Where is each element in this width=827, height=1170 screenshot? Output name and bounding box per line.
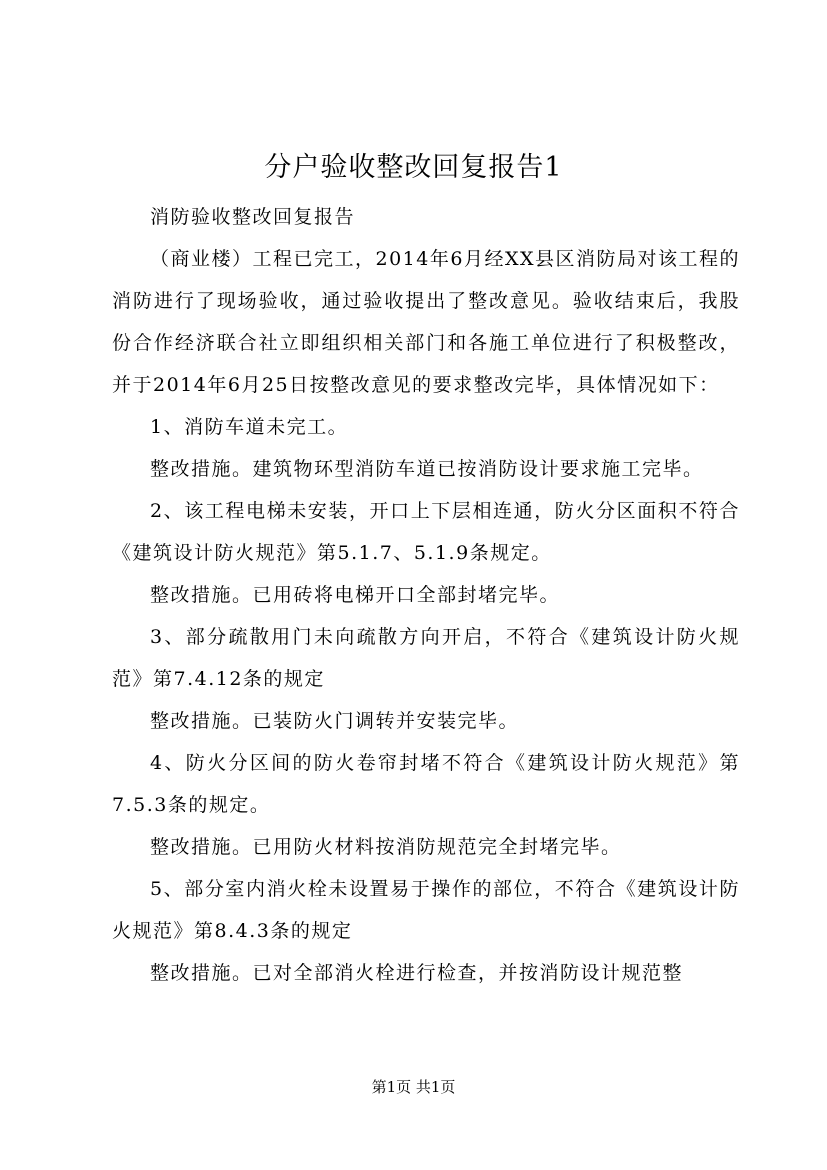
intro-paragraph: （商业楼）工程已完工，2014年6月经XX县区消防局对该工程的消防进行了现场验收，通过验收提出了整改意见。验收结束后，我股份合作经济联合社立即组织相关部门和各施工单位进行了积极整改，并于2014年6月25日按整改意见的要求整改完毕，具体情况如下： — [112, 248, 740, 396]
measure-4-paragraph: 整改措施。已用防火材料按消防规范完全封堵完毕。 — [150, 836, 622, 858]
subtitle-paragraph: 消防验收整改回复报告 — [150, 206, 356, 228]
issue-2-paragraph: 2、该工程电梯未安装，开口上下层相连通，防火分区面积不符合《建筑设计防火规范》第5.1.7、5.1.9条规定。 — [112, 500, 740, 564]
document-body — [112, 196, 740, 994]
measure-5-paragraph: 整改措施。已对全部消火栓进行检查，并按消防设计规范整 — [150, 962, 684, 984]
issue-1-paragraph: 1、消防车道未完工。 — [150, 416, 349, 438]
measure-3-paragraph: 整改措施。已装防火门调转并安装完毕。 — [150, 710, 520, 732]
issue-3-paragraph: 3、部分疏散用门未向疏散方向开启，不符合《建筑设计防火规范》第7.4.12条的规定 — [112, 626, 740, 690]
measure-2-paragraph: 整改措施。已用砖将电梯开口全部封堵完毕。 — [150, 584, 561, 606]
document-title: 分户验收整改回复报告1 — [264, 152, 563, 183]
issue-4-paragraph: 4、防火分区间的防火卷帘封堵不符合《建筑设计防火规范》第7.5.3条的规定。 — [112, 752, 740, 816]
measure-1-paragraph: 整改措施。建筑物环型消防车道已按消防设计要求施工完毕。 — [150, 458, 704, 480]
page-footer: 第1页 共1页 — [371, 1078, 456, 1096]
issue-5-paragraph: 5、部分室内消火栓未设置易于操作的部位，不符合《建筑设计防火规范》第8.4.3条的规定 — [112, 878, 740, 942]
